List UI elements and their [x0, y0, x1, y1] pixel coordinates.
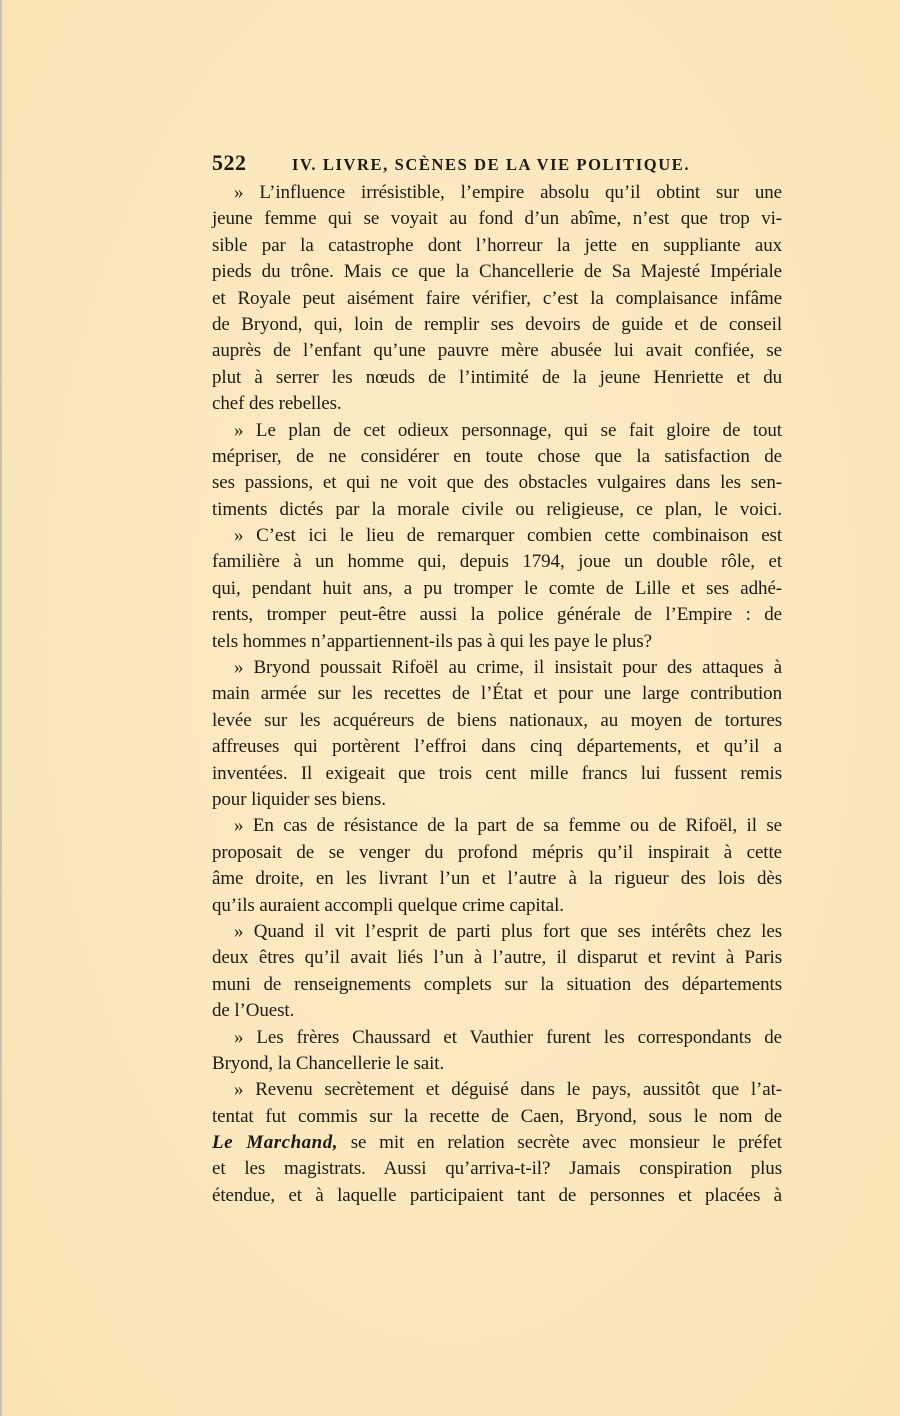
- text-line: » C’est ici le lieu de remarquer combien cette combinaison est: [234, 525, 782, 547]
- running-head: [212, 150, 717, 180]
- text-line: » En cas de résistance de la part de sa femme ou de Rifoël, il se: [234, 815, 782, 837]
- text-line: rents, tromper peut-être aussi la police générale de l’Empire : de: [212, 604, 782, 626]
- text-line: timents dictés par la morale civile ou religieuse, ce plan, le voici.: [212, 498, 782, 520]
- italic-name: Le Marchand,: [212, 1132, 338, 1154]
- paragraph-6: [212, 919, 782, 1025]
- text-line: » Les frères Chaussard et Vauthier furent les correspondants de: [234, 1026, 782, 1048]
- text-line: inventées. Il exigeait que trois cent mille francs lui fussent remis: [212, 762, 782, 784]
- text-line: levée sur les acquéreurs de biens nationaux, au moyen de tortures: [212, 709, 782, 731]
- text-line: » Revenu secrètement et déguisé dans le pays, aussitôt que l’at-: [234, 1079, 782, 1101]
- paragraph-2: [212, 418, 782, 524]
- page-number: 522: [212, 150, 247, 175]
- text-fragment: se mit en relation secrète avec monsieur le préfet: [338, 1132, 782, 1154]
- text-line: chef des rebelles.: [212, 393, 342, 415]
- text-line: de Bryond, qui, loin de remplir ses devoirs de guide et de conseil: [212, 313, 782, 335]
- running-title: IV. LIVRE, SCÈNES DE LA VIE POLITIQUE.: [292, 155, 691, 174]
- paragraph-5: [212, 813, 782, 919]
- text-line: qui, pendant huit ans, a pu tromper le comte de Lille et ses adhé-: [212, 577, 782, 599]
- text-line-with-italic: [212, 1130, 782, 1156]
- text-line: tentat fut commis sur la recette de Caen, Bryond, sous le nom de: [212, 1105, 782, 1127]
- text-line: mépriser, de ne considérer en toute chose que la satisfaction de: [212, 445, 782, 467]
- text-line: et les magistrats. Aussi qu’arriva-t-il? Jamais conspiration plus: [212, 1158, 782, 1180]
- body-text: [212, 180, 782, 1209]
- paragraph-8: [212, 1077, 782, 1209]
- text-line: » L’influence irrésistible, l’empire absolu qu’il obtint sur une: [234, 182, 782, 203]
- paragraph-1: [212, 180, 782, 418]
- text-line: Bryond, la Chancellerie le sait.: [212, 1052, 445, 1074]
- text-line: ses passions, et qui ne voit que des obstacles vulgaires dans les sen-: [212, 472, 782, 494]
- text-line: proposait de se venger du profond mépris qu’il inspirait à cette: [212, 841, 782, 863]
- text-line: familière à un homme qui, depuis 1794, joue un double rôle, et: [212, 551, 782, 573]
- text-line: pour liquider ses biens.: [212, 788, 386, 810]
- text-line: jeune femme qui se voyait au fond d’un abîme, n’est que trop vi-: [212, 208, 782, 230]
- text-line: main armée sur les recettes de l’État et pour une large contribution: [212, 683, 782, 705]
- text-line: pieds du trône. Mais ce que la Chancellerie de Sa Majesté Impériale: [212, 261, 782, 283]
- text-line: étendue, et à laquelle participaient tant de personnes et placées à: [212, 1184, 782, 1206]
- paragraph-7: [212, 1025, 782, 1078]
- text-line: auprès de l’enfant qu’une pauvre mère abusée lui avait confiée, se: [212, 340, 782, 362]
- text-line: âme droite, en les livrant l’un et l’autre à la rigueur des lois dès: [212, 868, 782, 890]
- text-line: sible par la catastrophe dont l’horreur la jette en suppliante aux: [212, 234, 782, 256]
- text-line: de l’Ouest.: [212, 1000, 295, 1022]
- text-line: muni de renseignements complets sur la situation des départements: [212, 973, 782, 995]
- text-line: plut à serrer les nœuds de l’intimité de la jeune Henriette et du: [212, 366, 782, 388]
- text-line: affreuses qui portèrent l’effroi dans cinq départements, et qu’il a: [212, 736, 782, 758]
- paragraph-4: [212, 655, 782, 813]
- text-line: deux êtres qu’il avait liés l’un à l’autre, il disparut et revint à Paris: [212, 947, 782, 969]
- text-line: » Quand il vit l’esprit de parti plus fort que ses intérêts chez les: [234, 920, 782, 942]
- paragraph-3: [212, 523, 782, 655]
- text-line: et Royale peut aisément faire vérifier, c’est la complaisance infâme: [212, 287, 782, 309]
- text-line: qu’ils auraient accompli quelque crime capital.: [212, 894, 564, 916]
- text-line: tels hommes n’appartiennent-ils pas à qui les paye le plus?: [212, 630, 652, 652]
- text-line: » Bryond poussait Rifoël au crime, il insistait pour des attaques à: [234, 657, 782, 679]
- text-line: » Le plan de cet odieux personnage, qui se fait gloire de tout: [234, 419, 782, 441]
